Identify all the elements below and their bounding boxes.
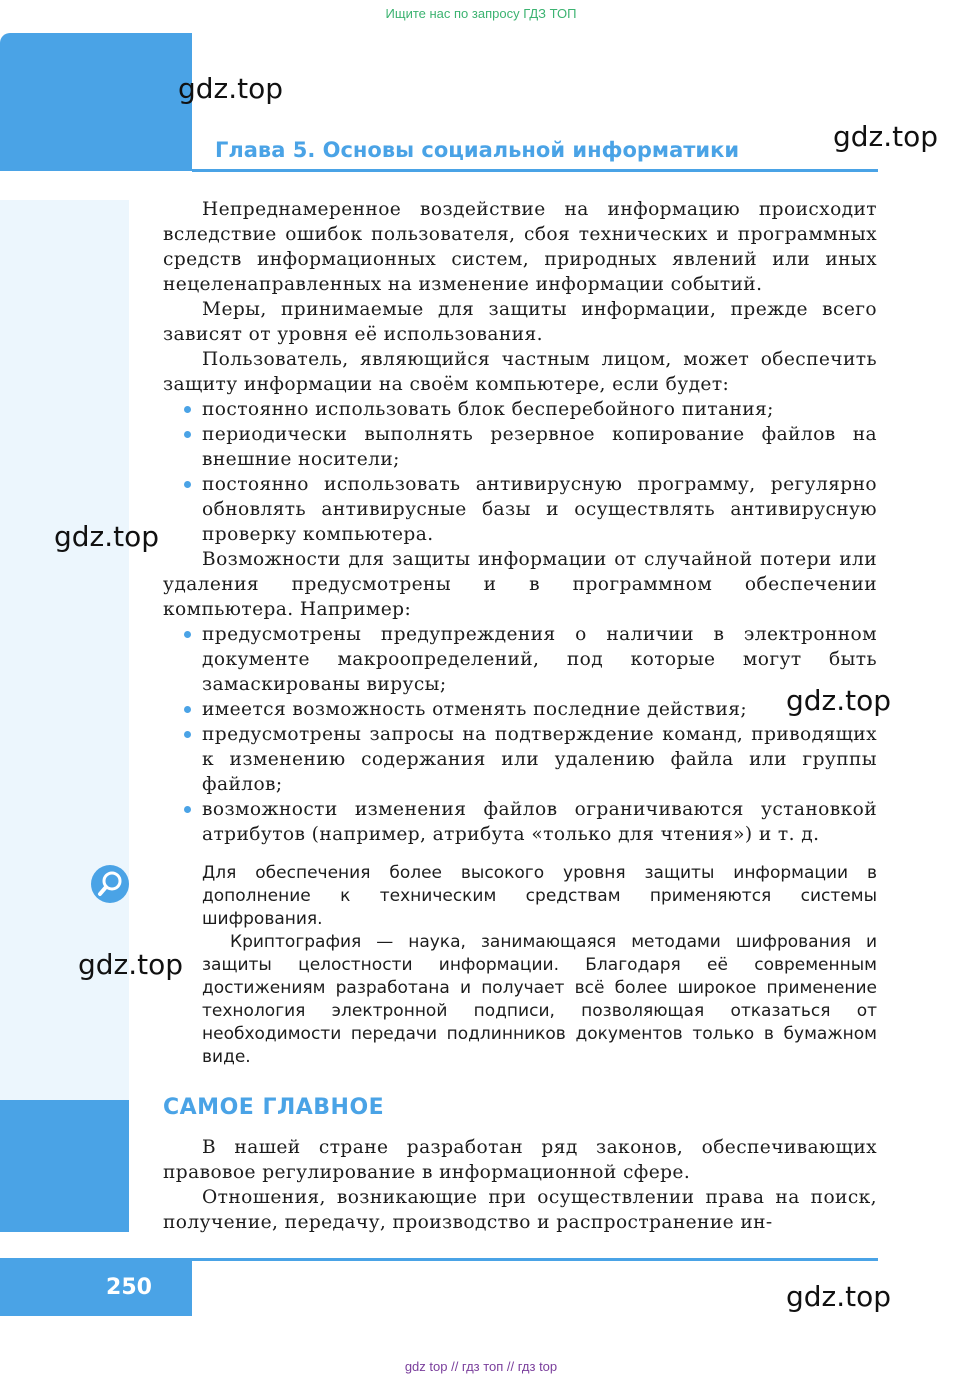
- watermark: gdz.top: [786, 1280, 892, 1313]
- note-paragraph: Криптография — наука, занимающаяся методами шифрования и защиты целостности информации. Благодаря её современным достижениям разработана и получает всё более широкое применение технология электронной подписи, позволяющая отказаться от необходимости передачи подлинников документов только в бумажном виде.: [202, 932, 877, 1067]
- paragraph: Непреднамеренное воздействие на информацию происходит вследствие ошибок пользователя, сбоя технических и программных средств информационных систем, природных явлений или иных нецеленаправленных на изменение информации событий.: [163, 199, 877, 295]
- side-margin-accent: [0, 1100, 129, 1232]
- summary-heading: САМОЕ ГЛАВНОЕ: [163, 1095, 385, 1120]
- summary-text: [163, 1135, 877, 1235]
- list-item: предусмотрены запросы на подтверждение команд, приводящих к изменению содержания или удалению файла или группы файлов;: [163, 722, 877, 797]
- paragraph: Отношения, возникающие при осуществлении права на поиск, получение, передачу, производство и распространение ин-: [163, 1187, 877, 1233]
- footer-rule: [192, 1258, 878, 1261]
- watermark: gdz.top: [833, 120, 939, 153]
- paragraph: В нашей стране разработан ряд законов, обеспечивающих правовое регулирование в информационной сфере.: [163, 1137, 877, 1183]
- chapter-title: Глава 5. Основы социальной информатики: [215, 138, 740, 162]
- page-number: 250: [106, 1275, 152, 1300]
- list-item: возможности изменения файлов ограничиваются установкой атрибутов (например, атрибута «только для чтения») и т. д.: [163, 797, 877, 847]
- watermark: gdz.top: [178, 72, 284, 105]
- list-item: имеется возможность отменять последние действия;: [163, 697, 877, 722]
- watermark: gdz.top: [54, 520, 160, 553]
- watermark: gdz.top: [786, 684, 892, 717]
- note-paragraph: Для обеспечения более высокого уровня защиты информации в дополнение к техническим средствам применяются системы шифрования.: [202, 863, 877, 929]
- paragraph: Меры, принимаемые для защиты информации, прежде всего зависят от уровня её использования.: [163, 299, 877, 345]
- main-text: [163, 197, 877, 847]
- bottom-links[interactable]: gdz top // гдз топ // гдз top: [404, 1359, 558, 1374]
- paragraph: Возможности для защиты информации от случайной потери или удаления предусмотрены и в программном обеспечении компьютера. Например:: [163, 549, 877, 620]
- paragraph: Пользователь, являющийся частным лицом, может обеспечить защиту информации на своём компьютере, если будет:: [163, 349, 877, 395]
- header-rule: [192, 169, 878, 172]
- watermark: gdz.top: [78, 948, 184, 981]
- list-item: постоянно использовать блок бесперебойного питания;: [163, 397, 877, 422]
- top-banner[interactable]: Ищите нас по запросу ГДЗ ТОП: [385, 6, 577, 21]
- software-features-list: [163, 622, 877, 847]
- header-color-block: [0, 33, 192, 171]
- list-item: постоянно использовать антивирусную программу, регулярно обновлять антивирусные базы и осуществлять антивирусную проверку компьютера.: [163, 472, 877, 547]
- magnifier-icon: [91, 865, 129, 903]
- list-item: предусмотрены предупреждения о наличии в электронном документе макроопределений, под которые могут быть замаскированы вирусы;: [163, 622, 877, 697]
- list-item: периодически выполнять резервное копирование файлов на внешние носители;: [163, 422, 877, 472]
- protection-measures-list: [163, 397, 877, 547]
- note-block: [202, 862, 877, 1069]
